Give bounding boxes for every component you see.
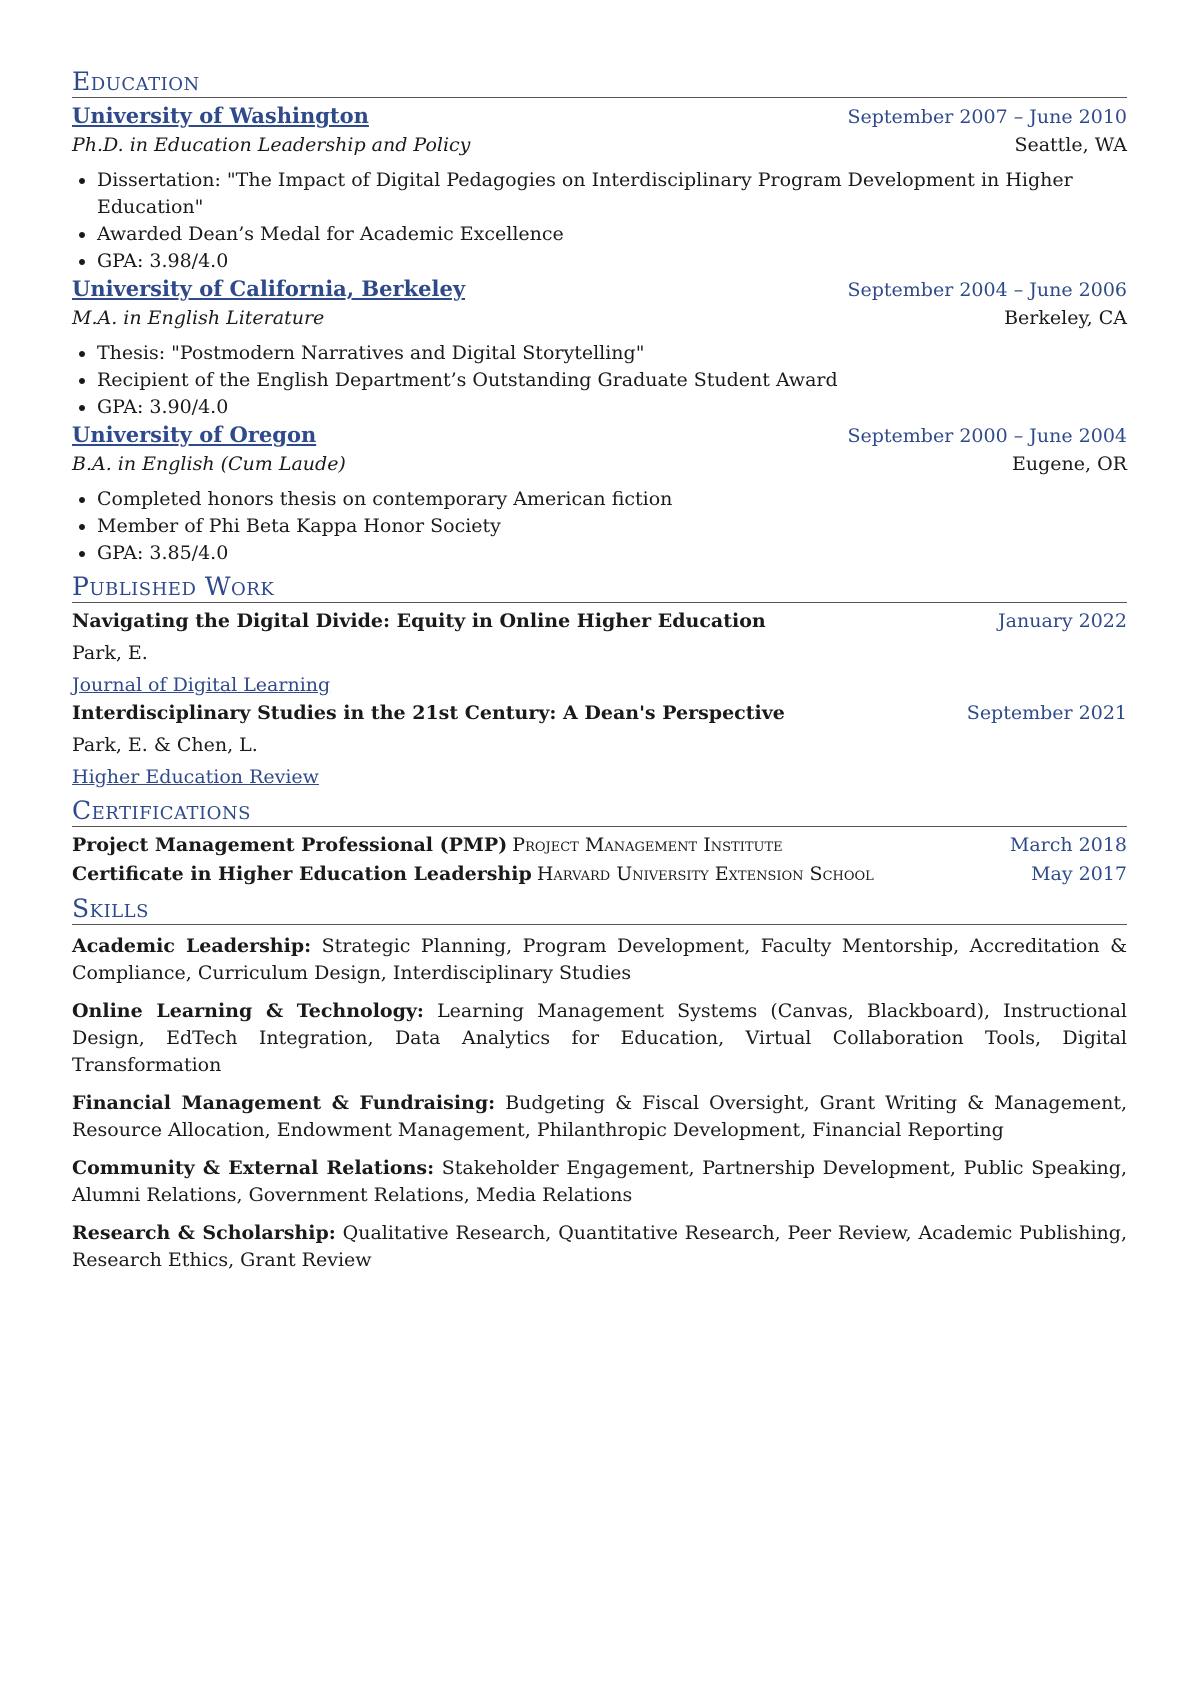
skill-group: [72, 998, 1127, 1079]
education-heading: Education: [72, 68, 1127, 98]
education-entry: [72, 275, 1127, 421]
bullet-item: • Thesis: "Postmodern Narratives and Digital Storytelling": [97, 340, 1127, 367]
institution-link[interactable]: University of California, Berkeley: [72, 276, 466, 301]
certification-name: Certificate in Higher Education Leadership: [72, 863, 532, 885]
education-bullets: [72, 340, 1127, 421]
degree-title: M.A. in English Literature: [72, 307, 325, 329]
degree-title: B.A. in English (Cum Laude): [72, 453, 346, 475]
journal-link[interactable]: Journal of Digital Learning: [72, 674, 331, 696]
skill-label: Community & External Relations:: [72, 1157, 435, 1179]
skill-label: Online Learning & Technology:: [72, 1000, 424, 1022]
skill-list: Learning Management Systems (Canvas, Blackboard), Instructional Design, EdTech Integration, Data Analytics for Education, Virtual Collaboration Tools, Digital Transformation: [72, 1000, 1128, 1076]
bullet-item: • Completed honors thesis on contemporary American fiction: [97, 486, 1127, 513]
education-dates: September 2004 – June 2006: [847, 279, 1127, 301]
published-heading: Published Work: [72, 573, 1127, 603]
education-entry: [72, 102, 1127, 275]
education-bullets: [72, 486, 1127, 567]
skill-group: [72, 1090, 1127, 1144]
publication-title: Interdisciplinary Studies in the 21st Century: A Dean's Perspective: [72, 702, 785, 724]
bullet-item: • Awarded Dean’s Medal for Academic Excellence: [97, 221, 1127, 248]
skill-group: [72, 933, 1127, 987]
skill-label: Academic Leadership:: [72, 935, 312, 957]
certification-name: Project Management Professional (PMP): [72, 834, 508, 856]
certification-org: Project Management Institute: [512, 834, 783, 856]
education-location: Seattle, WA: [1014, 134, 1127, 156]
education-dates: September 2007 – June 2010: [847, 106, 1127, 128]
certifications-section: [72, 797, 1127, 889]
institution-link[interactable]: University of Washington: [72, 103, 369, 128]
publication-title: Navigating the Digital Divide: Equity in Online Higher Education: [72, 610, 766, 632]
education-bullets: [72, 167, 1127, 275]
certification-date: March 2018: [1009, 834, 1127, 856]
skill-group: [72, 1220, 1127, 1274]
bullet-item: • Recipient of the English Department’s Outstanding Graduate Student Award: [97, 367, 1127, 394]
publication-date: January 2022: [998, 610, 1127, 632]
bullet-item: • GPA: 3.98/4.0: [97, 248, 1127, 275]
institution-link[interactable]: University of Oregon: [72, 422, 317, 447]
publication-authors: Park, E.: [72, 642, 148, 664]
education-location: Eugene, OR: [1012, 453, 1127, 475]
degree-title: Ph.D. in Education Leadership and Policy: [72, 134, 471, 156]
certification-org: Harvard University Extension School: [536, 863, 874, 885]
education-entry: [72, 421, 1127, 567]
education-section: [72, 68, 1127, 567]
skill-list: Strategic Planning, Program Development, Faculty Mentorship, Accreditation & Compliance, Curriculum Design, Interdisciplinary Studies: [72, 935, 1127, 984]
education-location: Berkeley, CA: [1004, 307, 1127, 329]
skill-label: Research & Scholarship:: [72, 1222, 336, 1244]
bullet-item: • Dissertation: "The Impact of Digital Pedagogies on Interdisciplinary Program Development in Higher Education": [97, 167, 1127, 221]
publication-authors: Park, E. & Chen, L.: [72, 734, 258, 756]
skills-section: [72, 895, 1127, 1274]
skill-group: [72, 1155, 1127, 1209]
certification-date: May 2017: [1031, 863, 1127, 885]
journal-link[interactable]: Higher Education Review: [72, 766, 319, 788]
published-section: [72, 573, 1127, 791]
skill-list: Qualitative Research, Quantitative Research, Peer Review, Academic Publishing, Research Ethics, Grant Review: [72, 1222, 1127, 1271]
skill-label: Financial Management & Fundraising:: [72, 1092, 496, 1114]
skill-list: Budgeting & Fiscal Oversight, Grant Writing & Management, Resource Allocation, Endowment Management, Philanthropic Development, Financial Reporting: [72, 1092, 1127, 1141]
certifications-heading: Certifications: [72, 797, 1127, 827]
education-dates: September 2000 – June 2004: [847, 425, 1127, 447]
certification-entry: [72, 860, 1127, 889]
bullet-item: • GPA: 3.90/4.0: [97, 394, 1127, 421]
skill-list: Stakeholder Engagement, Partnership Development, Public Speaking, Alumni Relations, Government Relations, Media Relations: [72, 1157, 1128, 1206]
bullet-item: • Member of Phi Beta Kappa Honor Society: [97, 513, 1127, 540]
certification-entry: [72, 831, 1127, 860]
skills-heading: Skills: [72, 895, 1127, 925]
publication-entry: [72, 699, 1127, 791]
bullet-item: • GPA: 3.85/4.0: [97, 540, 1127, 567]
publication-date: September 2021: [966, 702, 1127, 724]
publication-entry: [72, 607, 1127, 699]
